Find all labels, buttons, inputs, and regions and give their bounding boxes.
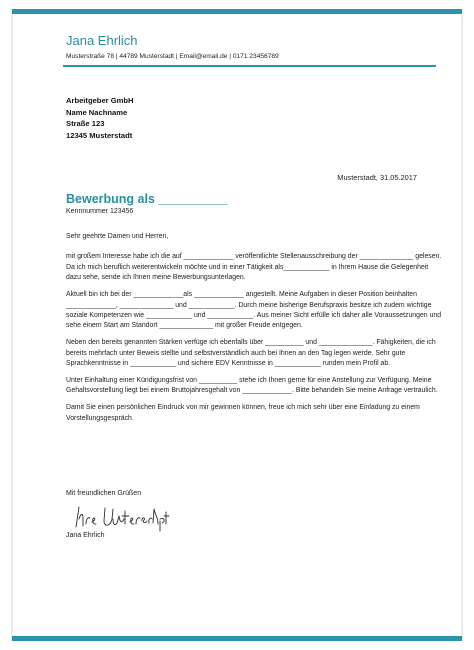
- place-date: Musterstadt, 31.05.2017: [337, 173, 417, 182]
- paragraph-current-position: Aktuell bin ich bei der _____________als _____________ angestellt. Meine Aufgaben in dieser Position beinhalten _____________, ______________ und ____________. Durch meine bisherige Berufspraxis besitze ich zudem wichtige soziale Kompetenzen wie ____________ und ____________. Aus meiner Sicht erfülle ich daher alle Voraussetzungen und sehe einem Start am Standort ______________ mit großer Freude entgegen.: [66, 291, 442, 330]
- recipient-street: Straße 123: [66, 119, 105, 128]
- handwritten-signature: [72, 499, 172, 535]
- paragraph-intro: mit großem Interesse habe ich die auf _____________ veröffentlichte Stellenausschreibung der ______________ gelesen. Da ich mich beruflich weiterentwickeln möchte und in einer Tätigkeit als____________ in Ihrem Hause die Gelegenheit dazu sehe, sende ich Ihnen meine Bewerbungsunterlagen.: [66, 253, 442, 282]
- recipient-address: [66, 95, 134, 141]
- sender-contact-line: Musterstraße 78 | 44789 Musterstadt | Email@email.de | 0171 23456789: [66, 53, 279, 60]
- bottom-accent-strip: [12, 636, 462, 641]
- subject-line: Bewerbung als __________: [66, 192, 228, 206]
- closing-phrase: Mit freundlichen Grüßen: [66, 490, 142, 497]
- reference-number: Kennnummer 123456: [66, 208, 134, 215]
- paragraph-invitation: Damit Sie einen persönlichen Eindruck von mir gewinnen können, freue ich mich sehr über eine Einladung zu einem Vorstellungsgespräch.: [66, 404, 420, 422]
- recipient-contact-name: Name Nachname: [66, 107, 128, 117]
- header-divider: [63, 65, 436, 67]
- paragraph-notice-salary: Unter Einhaltung einer Kündigungsfrist von __________ stehe ich Ihnen gerne für eine Anstellung zur Verfügung. Meine Gehaltsvorstellung liegt bei einem Bruttojahresgehalt von _____________. Bitte behandeln Sie meine Anfrage vertraulich.: [66, 376, 438, 395]
- top-accent-strip: [12, 9, 462, 14]
- signer-name: Jana Ehrlich: [66, 532, 105, 539]
- salutation: Sehr geehrte Damen und Herren,: [66, 233, 169, 240]
- letter-page: [11, 9, 463, 641]
- letter-body: [66, 232, 442, 431]
- recipient-city: 12345 Musterstadt: [66, 130, 133, 140]
- paragraph-skills: Neben den bereits genannten Stärken verfüge ich ebenfalls über __________ und ______________. Fähigkeiten, die ich bereits mehrfach unter Beweis stellte und selbstverständlich auch bei Ihnen an den Tag legen werde. Sehr gute Sprachkenntnisse in ____________ und sichere EDV Kenntnisse in ____________ runden mein Profil ab.: [66, 339, 436, 368]
- recipient-company: Arbeitgeber GmbH: [66, 96, 134, 105]
- sender-name: Jana Ehrlich: [66, 33, 138, 48]
